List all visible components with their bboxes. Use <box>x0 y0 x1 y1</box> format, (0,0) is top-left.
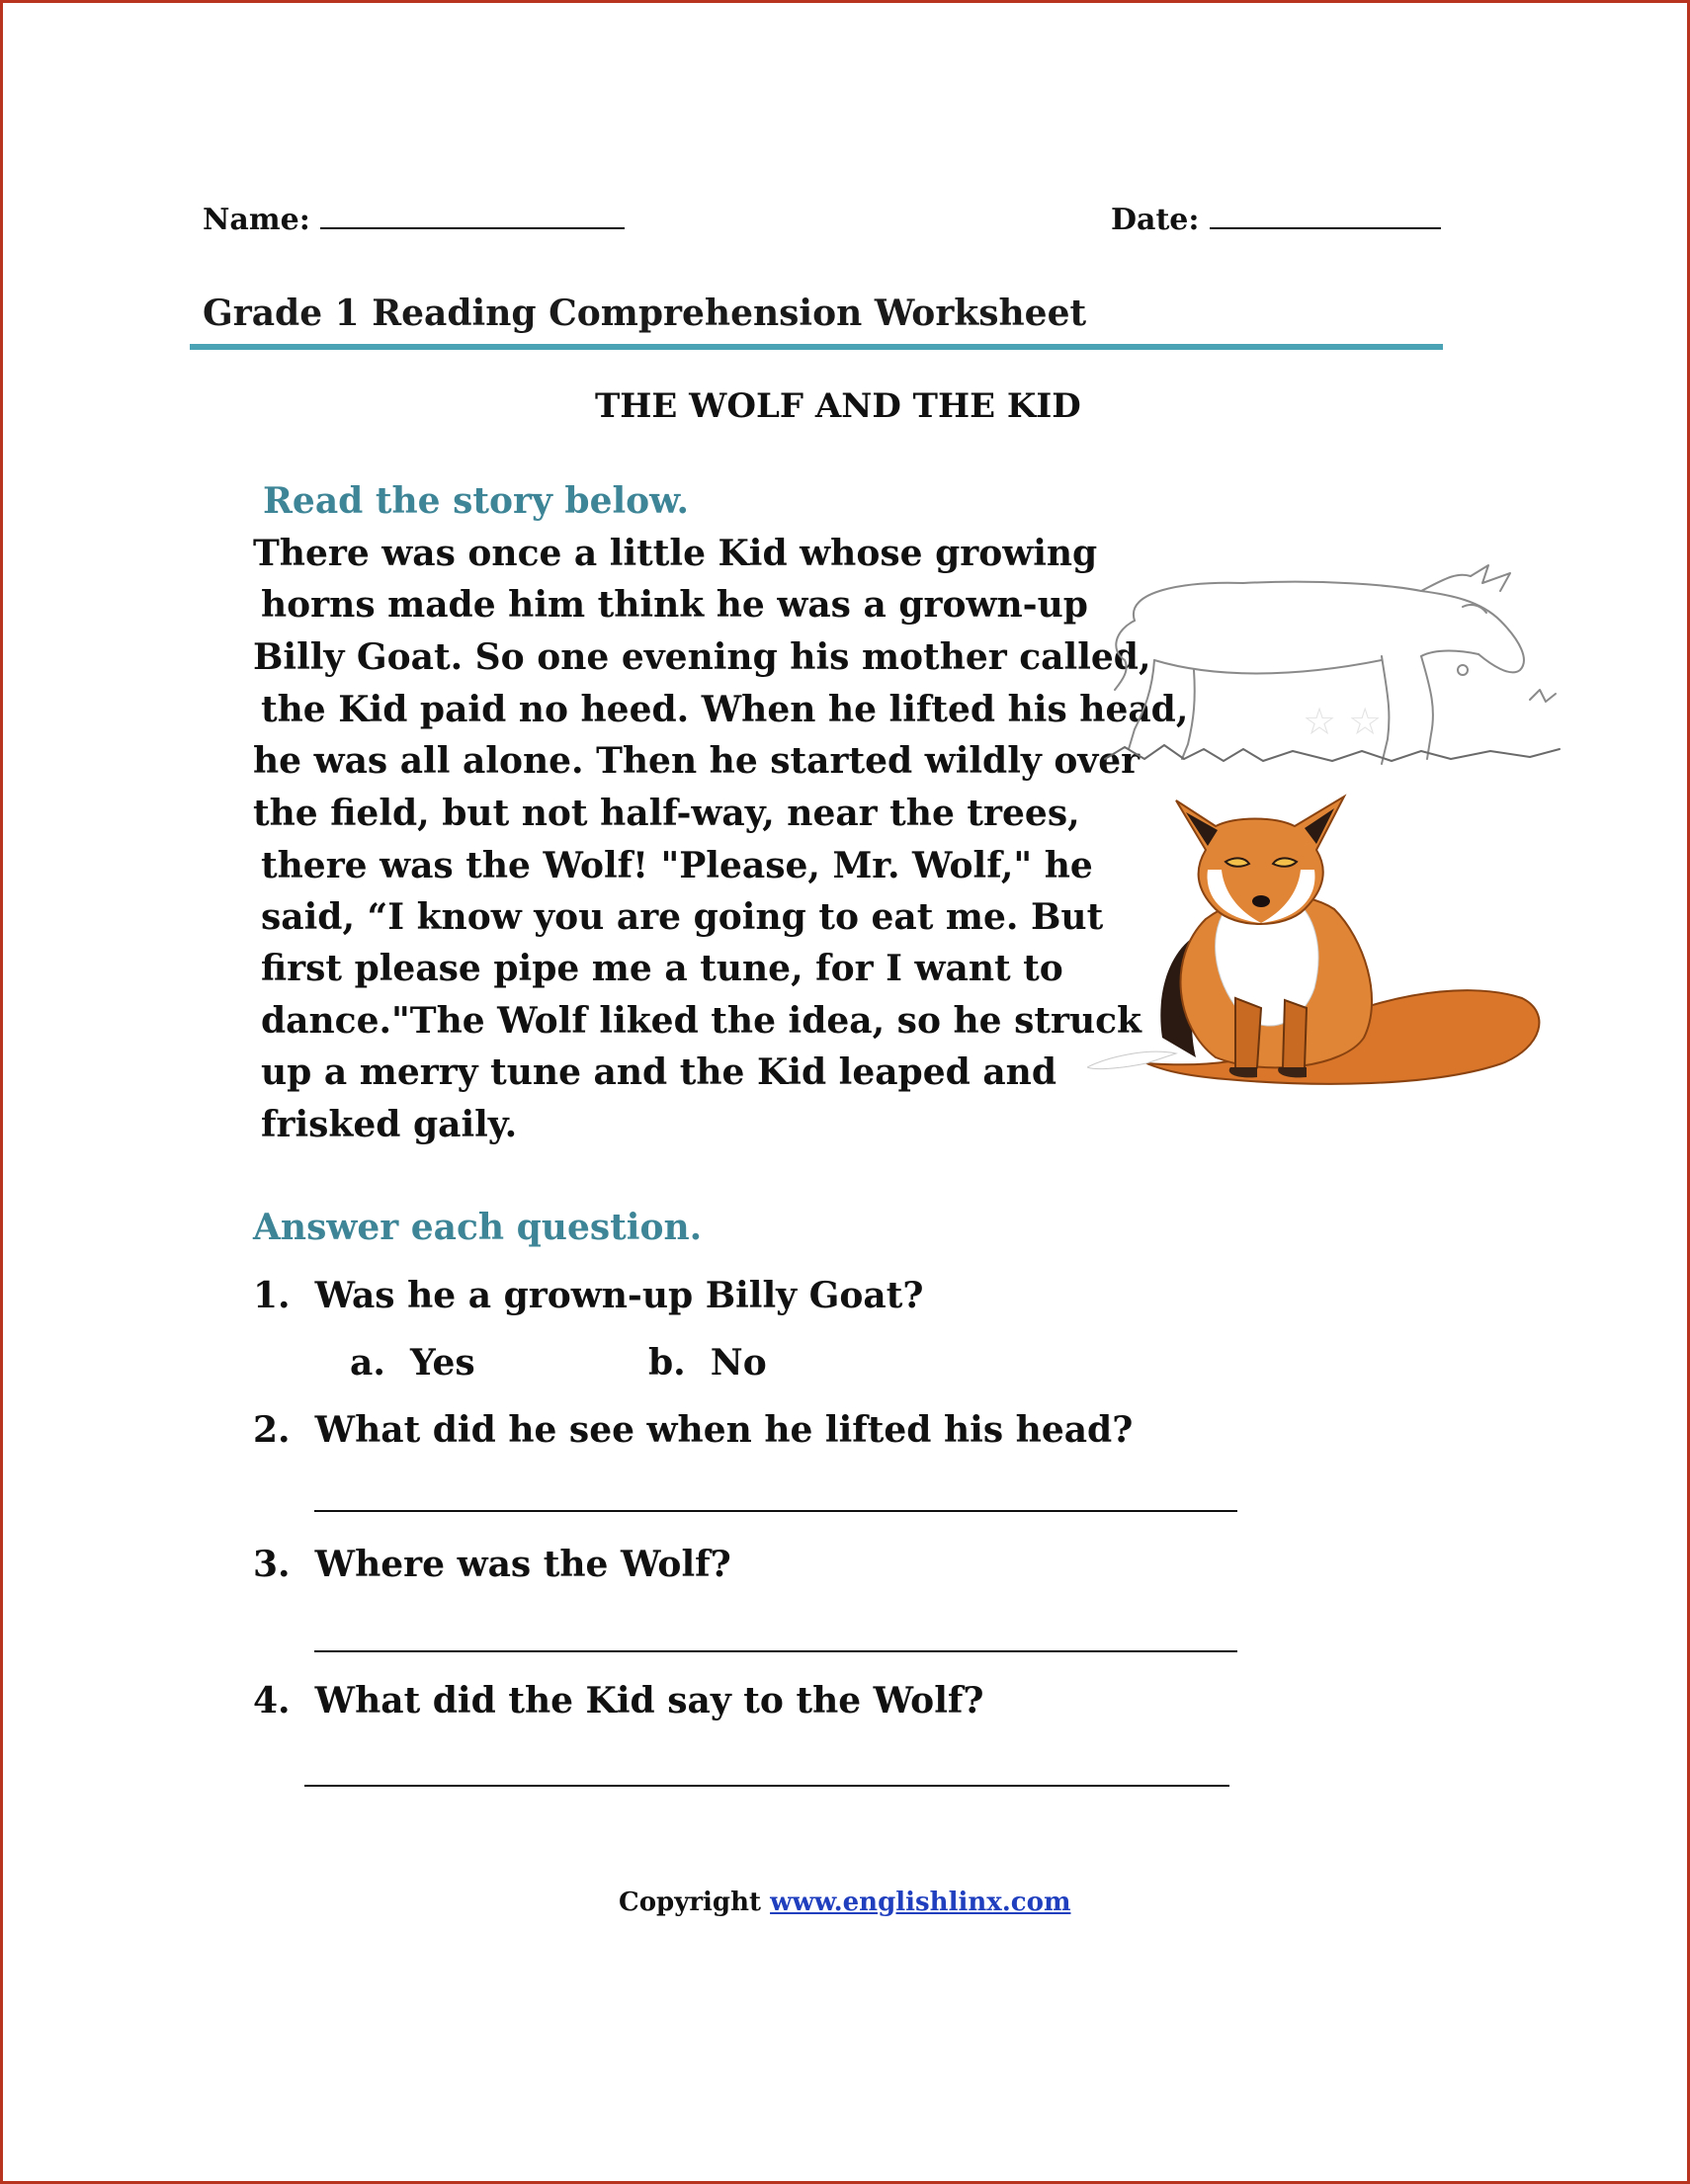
date-label: Date: <box>1111 203 1200 237</box>
question-2 <box>253 1409 1133 1451</box>
question-text: What did he see when he lifted his head? <box>314 1409 1134 1451</box>
title-rule <box>190 344 1443 350</box>
story-title: THE WOLF AND THE KID <box>595 386 1081 426</box>
story-line: he was all alone. Then he started wildly over <box>253 740 1141 782</box>
option-yes[interactable] <box>350 1342 475 1384</box>
question-number: 4. <box>253 1680 291 1722</box>
copyright-label: Copyright <box>619 1888 761 1917</box>
date-field <box>1111 203 1441 237</box>
story-line: dance."The Wolf liked the idea, so he struck <box>261 1000 1141 1042</box>
story-line: first please pipe me a tune, for I want to <box>261 948 1063 989</box>
option-letter: a. <box>350 1342 385 1384</box>
story-line: There was once a little Kid whose growing <box>253 533 1098 574</box>
fox-illustration <box>1087 771 1552 1097</box>
story-line: the Kid paid no heed. When he lifted his head, <box>261 689 1189 730</box>
option-text: Yes <box>409 1342 475 1384</box>
copyright-link[interactable]: www.englishlinx.com <box>770 1888 1071 1917</box>
name-field <box>203 203 625 237</box>
goat-illustration <box>1095 561 1571 779</box>
question-1 <box>253 1275 923 1316</box>
answer-heading: Answer each question. <box>253 1207 703 1248</box>
question-3 <box>253 1544 731 1585</box>
story-line: there was the Wolf! "Please, Mr. Wolf," he <box>261 845 1093 886</box>
name-blank[interactable] <box>320 227 625 229</box>
question-number: 1. <box>253 1275 291 1316</box>
story-line: the field, but not half-way, near the trees, <box>253 793 1080 834</box>
copyright <box>619 1888 1070 1917</box>
story-line: horns made him think he was a grown-up <box>261 584 1088 626</box>
story-line: up a merry tune and the Kid leaped and <box>261 1051 1057 1093</box>
option-text: No <box>710 1342 767 1384</box>
story-line: Billy Goat. So one evening his mother called, <box>253 636 1151 678</box>
story-line: said, “I know you are going to eat me. But <box>261 896 1104 938</box>
question-number: 2. <box>253 1409 291 1451</box>
question-number: 3. <box>253 1544 291 1585</box>
question-text: Was he a grown-up Billy Goat? <box>314 1275 924 1316</box>
answer-line-4[interactable] <box>304 1785 1229 1787</box>
story-line: frisked gaily. <box>261 1104 518 1145</box>
option-no[interactable] <box>648 1342 767 1384</box>
question-text: Where was the Wolf? <box>314 1544 731 1585</box>
answer-line-2[interactable] <box>314 1510 1237 1512</box>
question-4 <box>253 1680 983 1722</box>
name-label: Name: <box>203 203 310 237</box>
question-text: What did the Kid say to the Wolf? <box>314 1680 984 1722</box>
watermark-glyphs: ☆ ☆ <box>1303 700 1383 743</box>
read-heading: Read the story below. <box>263 480 690 522</box>
date-blank[interactable] <box>1210 227 1441 229</box>
option-letter: b. <box>648 1342 686 1384</box>
answer-line-3[interactable] <box>314 1650 1237 1652</box>
worksheet-title: Grade 1 Reading Comprehension Worksheet <box>203 293 1087 334</box>
